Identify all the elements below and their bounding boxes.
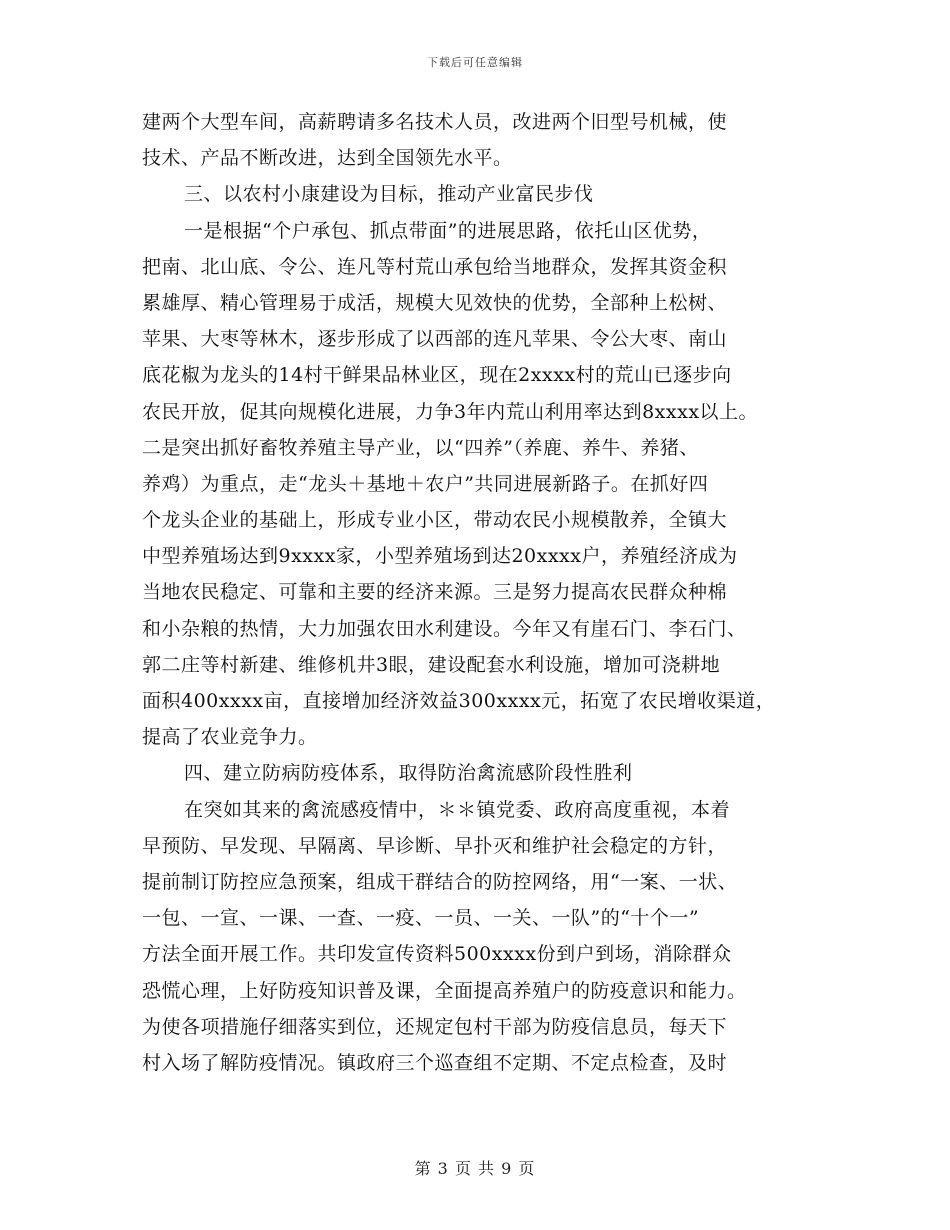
text-line: 把南、北山底、令公、连凡等村荒山承包给当地群众，发挥其资金积	[142, 255, 728, 278]
text-line: 早预防、早发现、早隔离、早诊断、早扑灭和维护社会稳定的方针，	[142, 834, 728, 857]
text-line: 村入场了解防疫情况。镇政府三个巡查组不定期、不定点检查，及时	[142, 1051, 728, 1074]
document-body	[142, 104, 832, 1081]
text-line: 一包、一宣、一课、一查、一疫、一员、一关、一队”的“十个一”	[142, 907, 700, 930]
text-line: 养鸡）为重点，走“龙头＋基地＋农户”共同进展新路子。在抓好四	[142, 472, 709, 495]
text-line: 苹果、大枣等林木，逐步形成了以西部的连凡苹果、令公大枣、南山	[142, 328, 728, 351]
text-line: 技术、产品不断改进，达到全国领先水平。	[142, 147, 513, 170]
text-line: 个龙头企业的基础上，形成专业小区，带动农民小规模散养，全镇大	[142, 509, 728, 532]
text-line: 郭二庄等村新建、维修机井3眼，建设配套水利设施，增加可浇耕地	[142, 653, 721, 676]
page-header: 下载后可任意编辑	[427, 56, 523, 69]
text-line: 面积400xxxx亩，直接增加经济效益300xxxx元，拓宽了农民增收渠道，	[142, 690, 776, 712]
text-line: 为使各项措施仔细落实到位，还规定包村干部为防疫信息员，每天下	[142, 1015, 728, 1038]
text-line: 二是突出抓好畜牧养殖主导产业，以“四养”（养鹿、养牛、养猪、	[142, 436, 699, 459]
text-line: 方法全面开展工作。共印发宣传资料500xxxx份到户到场，消除群众	[142, 943, 732, 966]
text-line: 建两个大型车间，高薪聘请多名技术人员，改进两个旧型号机械，使	[142, 111, 728, 133]
text-line: 累雄厚、精心管理易于成活，规模大见效快的优势，全部种上松树、	[142, 291, 728, 314]
text-line: 四、建立防病防疫体系，取得防治禽流感阶段性胜利	[184, 762, 633, 785]
text-line: 底花椒为龙头的14村干鲜果品林业区，现在2xxxx村的荒山已逐步向	[142, 364, 732, 387]
text-line: 一是根据“个户承包、抓点带面”的进展思路，依托山区优势，	[184, 219, 712, 242]
text-line: 中型养殖场达到9xxxx家，小型养殖场到达20xxxx户，养殖经济成为	[142, 545, 738, 568]
text-line: 和小杂粮的热情，大力加强农田水利建设。今年又有崖石门、李石门、	[142, 617, 747, 640]
text-line: 农民开放，促其向规模化进展，力争3年内荒山利用率达到8xxxx以上。	[142, 400, 759, 423]
text-line: 恐慌心理，上好防疫知识普及课，全面提高养殖户的防疫意识和能力。	[142, 979, 747, 1002]
text-line: 提前制订防控应急预案，组成干群结合的防控网络，用“一案、一状、	[142, 870, 738, 893]
text-line: 提高了农业竞争力。	[142, 726, 318, 749]
text-line: 当地农民稳定、可靠和主要的经济来源。三是努力提高农民群众种棉	[142, 581, 728, 604]
text-line: 三、以农村小康建设为目标，推动产业富民步伐	[184, 183, 594, 206]
page-number-footer: 第 3 页 共 9 页	[414, 1159, 536, 1178]
text-line: 在突如其来的禽流感疫情中，＊＊镇党委、政府高度重视，本着	[184, 798, 731, 821]
